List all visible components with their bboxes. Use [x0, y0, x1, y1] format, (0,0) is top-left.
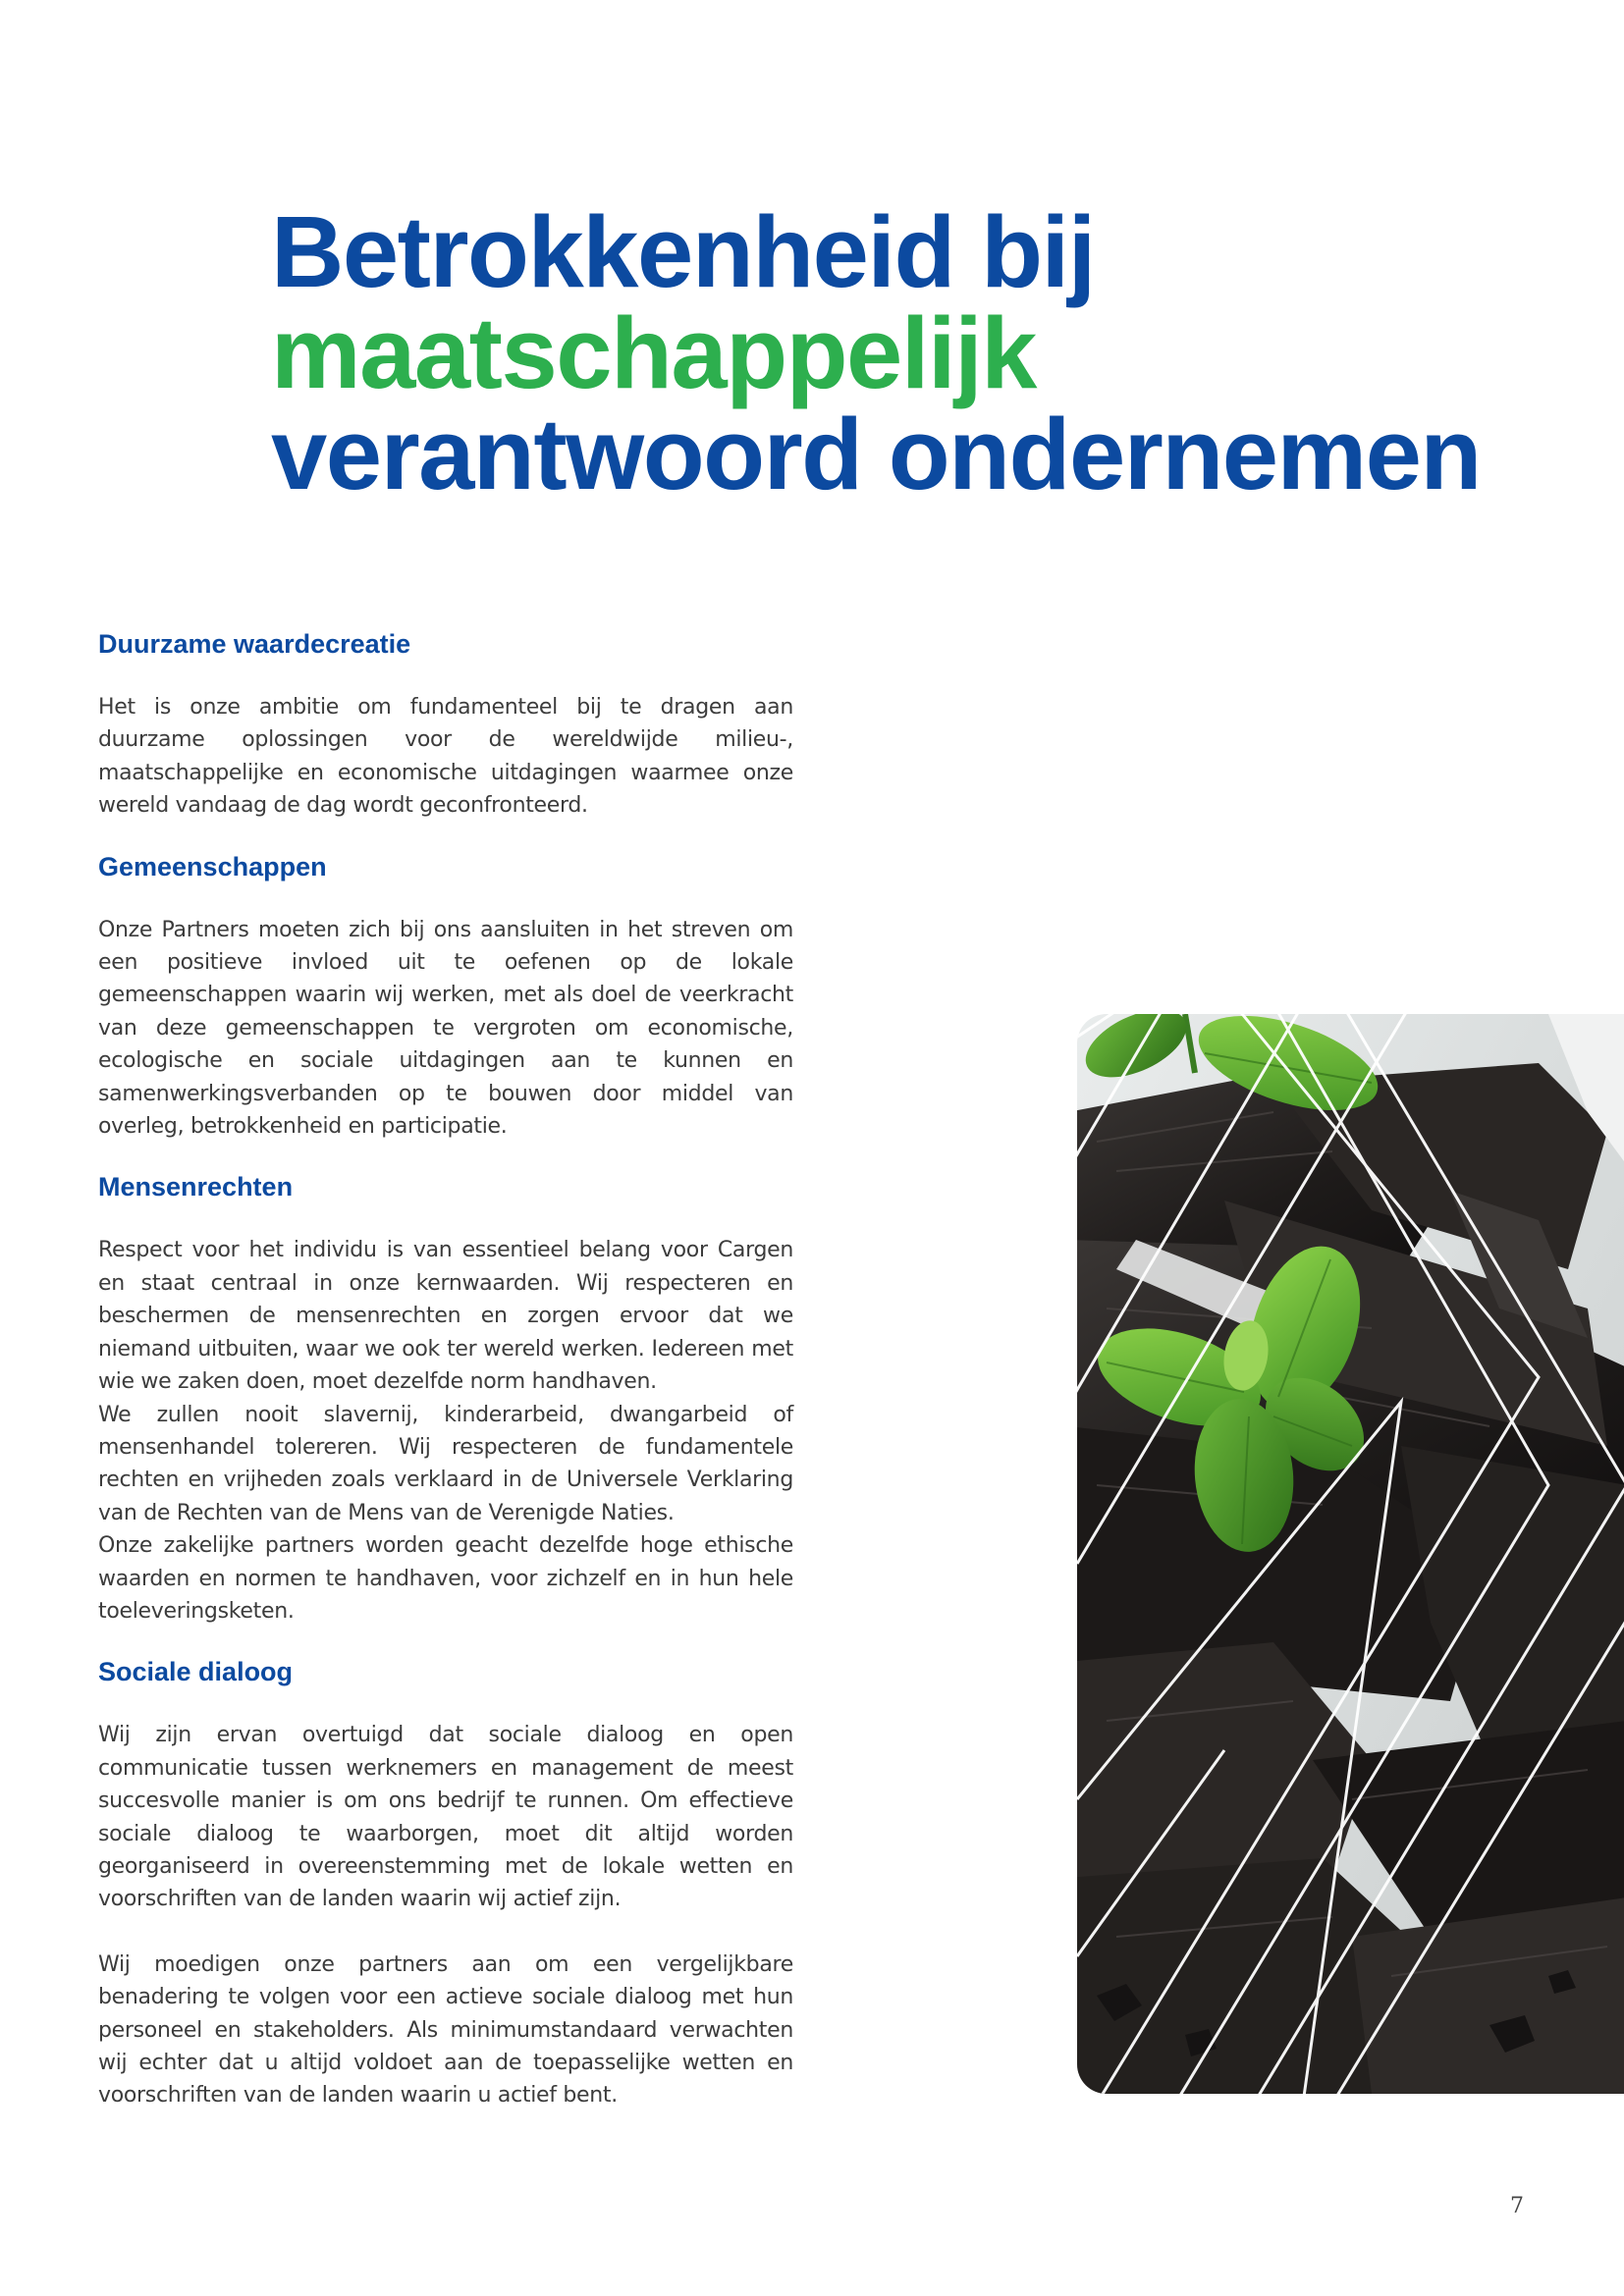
section-paragraph: Wij zijn ervan overtuigd dat sociale dialoog en open communicatie tussen werknemers en management de meest succesvolle manier is om ons bedrijf te runnen. Om effectieve sociale dialoog te waarborgen, moet dit altijd worden georganiseerd in overeenstemming met de lokale wetten en voorschriften van de landen waarin wij actief zijn. — [98, 1723, 793, 1912]
section-heading: Sociale dialoog — [98, 1657, 294, 1687]
section-paragraph: Onze zakelijke partners worden geacht dezelfde hoge ethische waarden en normen te handhaven, voor zichzelf en in hun hele toeleveringsketen. — [98, 1533, 793, 1624]
body-text-column — [98, 624, 793, 2112]
page-title — [271, 195, 1498, 510]
section-heading: Gemeenschappen — [98, 851, 327, 881]
section-paragraph: Onze Partners moeten zich bij ons aansluiten in het streven om een positieve invloed uit te oefenen op de lokale gemeenschappen waarin wij werken, met als doel de veerkracht van deze gemeenschappen te vergroten om economische, ecologische en sociale uitdagingen aan te kunnen en samenwerkingsverbanden op te bouwen door middel van overleg, betrokkenheid en participatie. — [98, 917, 793, 1140]
section-gemeenschappen — [98, 847, 793, 1144]
title-line-3: verantwoord ondernemen — [271, 398, 1481, 510]
section-paragraph: Wij moedigen onze partners aan om een vergelijkbare benadering te volgen voor een actieve sociale dialoog met hun personeel en stakeholders. Als minimumstandaard verwachten wij echter dat u altijd voldoet aan de toepasselijke wetten en voorschriften van de landen waarin u actief bent. — [98, 1951, 793, 2109]
section-mensenrechten — [98, 1167, 793, 1628]
page-number: 7 — [1510, 2194, 1524, 2218]
section-heading: Duurzame waardecreatie — [98, 629, 411, 659]
section-paragraph: Het is onze ambitie om fundamenteel bij te dragen aan duurzame oplossingen voor de wereldwijde milieu-, maatschappelijke en economische uitdagingen waarmee onze wereld vandaag de dag wordt geconfronteerd. — [98, 695, 793, 819]
section-sociale-dialoog — [98, 1652, 793, 2111]
title-line-2: maatschappelijk — [271, 296, 1036, 409]
section-paragraph: Respect voor het individu is van essentieel belang voor Cargen en staat centraal in onze kernwaarden. Wij respecteren en beschermen de mensenrechten en zorgen ervoor dat we niemand uitbuiten, waar we ook ter wereld werken. Iedereen met wie we zaken doen, moet dezelfde norm handhaven. — [98, 1238, 793, 1395]
section-duurzame-waardecreatie — [98, 624, 793, 823]
section-heading: Mensenrechten — [98, 1172, 294, 1202]
title-line-1: Betrokkenheid bij — [271, 195, 1095, 308]
charcoal-mint-photo — [1077, 1014, 1624, 2094]
section-paragraph: We zullen nooit slavernij, kinderarbeid, dwangarbeid of mensenhandel tolereren. Wij respecteren de fundamentele rechten en vrijheden zoals verklaard in de Universele Verklaring van de Rechten van de Mens van de Verenigde Naties. — [98, 1402, 793, 1525]
